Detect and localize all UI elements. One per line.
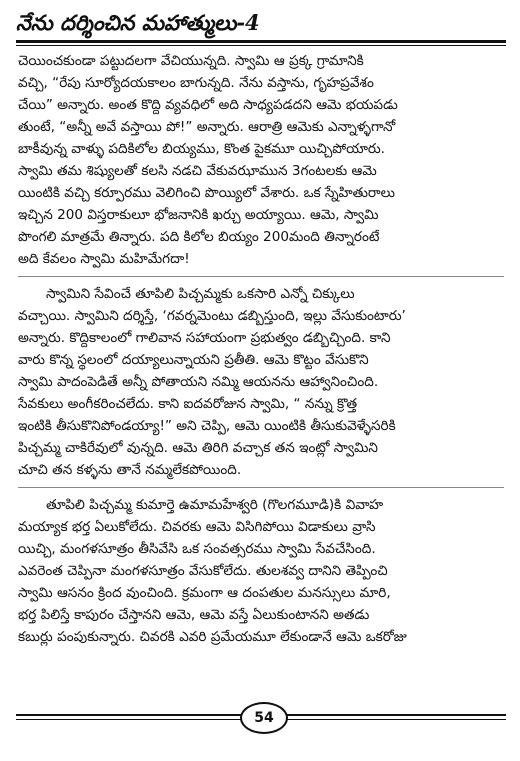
text-line: స్వామి తమ శిష్యులతో కలసి నడచి వేకువఝామున 3గంటలకు ఆమె bbox=[18, 163, 377, 179]
page-footer bbox=[16, 700, 506, 736]
paragraph-2 bbox=[18, 283, 504, 481]
text-line: చేయి” అన్నారు. అంత కొద్ది వ్యవధిలో అది సాధ్యపడదని ఆమె భయపడు bbox=[18, 97, 398, 113]
text-line: పిచ్చమ్మ చాకిరేవులో వున్నది. ఆమె తిరిగి వచ్చాక తన ఇంట్లో స్వామిని bbox=[18, 440, 378, 456]
header-rule bbox=[16, 40, 506, 43]
text-line: ఇంటికి తీసుకొనిపోండయ్యా!” అని చెప్పి, ఆమె యింటికి తీసుకువెళ్ళేసరికి bbox=[18, 418, 396, 434]
text-line: చెయించకుండా పట్టుదలగా వేచియున్నది. స్వామి ఆ ప్రక్క గ్రామానికి bbox=[18, 53, 364, 69]
text-line: ఎవరెంత చెప్పినా మంగళసూత్రం వేసుకోలేదు. తులశవ్వ దానిని తెప్పించి bbox=[18, 563, 388, 579]
text-line: యింటికి వచ్చి కర్పూరము వెలిగించి పొయ్యిలో వేశారు. ఒక స్నేహితురాలు bbox=[18, 185, 395, 201]
header-rule-thin bbox=[16, 45, 506, 46]
text-line: చూచి తన కళ్ళను తానే నమ్మలేకపోయింది. bbox=[18, 462, 242, 478]
text-line: భర్త పిలిస్తే కాపురం చేస్తానని ఆమె, ఆమె వస్తే ఏలుకుంటానని అతడు bbox=[18, 607, 370, 623]
text-line: తుంటే, “అన్నీ అవే వస్తాయి పో!” అన్నారు. ఆరాత్రి ఆమెకు ఎన్నాళ్ళగానో bbox=[18, 119, 396, 135]
text-line: అది కేవలం స్వామి మహిమేగదా! bbox=[18, 251, 190, 267]
text-line: ఇచ్చిన 200 విస్తరాకులూ భోజనానికి ఖర్చు అయ్యాయి. ఆమె, స్వామి bbox=[18, 207, 379, 223]
text-line: తూపిలి పిచ్చమ్మ కుమార్తె ఉమామహేశ్వరి (గొలగమూడి)కి వివాహ bbox=[46, 497, 384, 513]
paragraph-divider bbox=[18, 487, 504, 488]
text-line: స్వామి పాదంపెడితే అన్నీ పోతాయని నమ్మి ఆయనను ఆహ్వానించింది. bbox=[18, 374, 379, 390]
text-line: స్వామి ఆసనం క్రింద వుంచింది. క్రమంగా ఆ దంపతుల మనస్సులు మారి, bbox=[18, 585, 391, 601]
header-title: నేను దర్శించిన మహాత్ములు-4 bbox=[16, 10, 260, 35]
text-line: సేవకులు అంగీకరించలేదు. కాని ఐదవరోజున స్వామి, “ నన్ను క్రొత్త bbox=[18, 396, 358, 412]
page-number: 54 bbox=[240, 702, 288, 734]
text-line: వచ్చాయి. స్వామిని దర్శిస్తే, ‘గవర్నమెంటు డబ్బిస్తుంది, ఇల్లు వేసుకుంటారు’ bbox=[18, 308, 406, 324]
text-line: యిచ్చి, మంగళసూత్రం తీసివేసి ఒక సంవత్సరము స్వామి సేవచేసింది. bbox=[18, 541, 376, 557]
text-line: మయ్యాక భర్త ఏలుకోలేదు. చివరకు ఆమె విసిగిపోయి విడాకులు వ్రాసి bbox=[18, 519, 376, 535]
page-body bbox=[18, 50, 504, 648]
text-line: వచ్చి, “రేపు సూర్యోదయకాలం బాగున్నది. నేను వస్తాను, గృహప్రవేశం bbox=[18, 75, 374, 91]
text-line: కబుర్లు పంపుకున్నారు. చివరకి ఎవరి ప్రమేయమూ లేకుండానే ఆమె ఒకరోజు bbox=[18, 629, 407, 645]
text-line: అన్నారు. కొద్దికాలంలో గాలివాన సహాయంగా ప్రభుత్వం డబ్బిచ్చింది. కాని bbox=[18, 330, 391, 346]
text-line: బాకీవున్న వాళ్ళు పదికిలోల బియ్యము, కొంత పైకమూ యిచ్చిపోయారు. bbox=[18, 141, 386, 157]
paragraph-3 bbox=[18, 494, 504, 648]
paragraph-divider bbox=[18, 276, 504, 277]
text-line: వారు కొన్న స్థలంలో దయ్యాలున్నాయని ప్రతీతి. ఆమె కొట్టం వేసుకొని bbox=[18, 352, 369, 368]
paragraph-1 bbox=[18, 50, 504, 270]
text-line: పొంగలి మాత్రమే తిన్నారు. పది కిలోల బియ్యం 200మంది తిన్నారంటే bbox=[18, 229, 380, 245]
text-line: స్వామిని సేవించే తూపిలి పిచ్చమ్మకు ఒకసారి ఎన్నో చిక్కులు bbox=[46, 286, 355, 302]
running-header bbox=[16, 8, 506, 42]
